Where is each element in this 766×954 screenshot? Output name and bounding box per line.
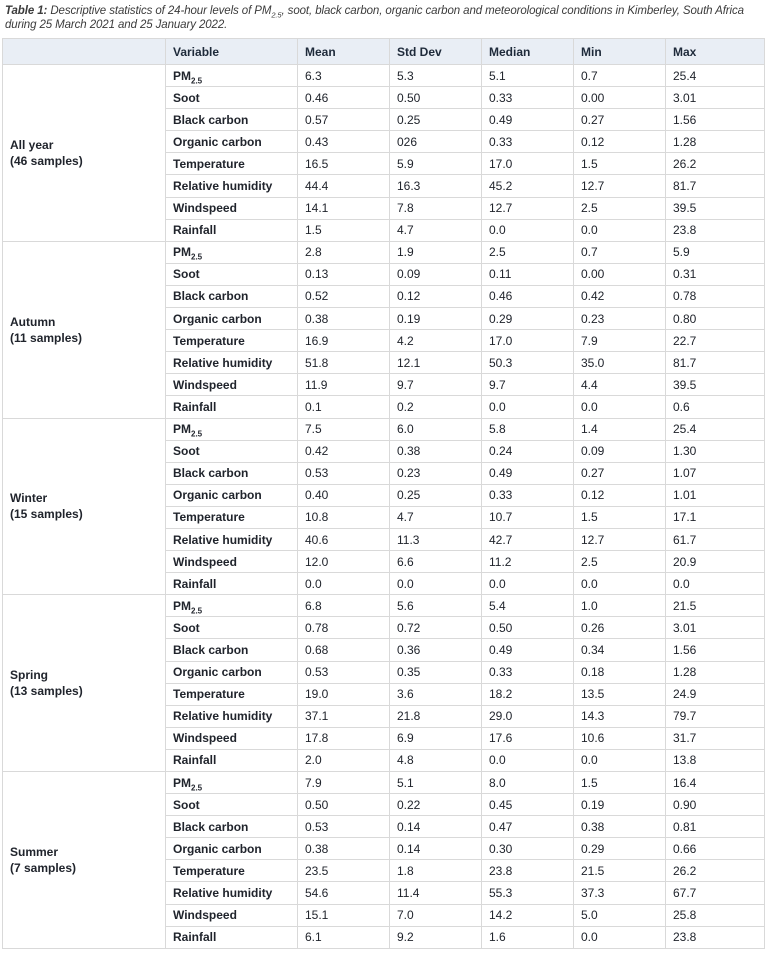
value-cell-min: 0.23 <box>574 308 666 330</box>
value-cell-median: 29.0 <box>482 705 574 727</box>
value-cell-median: 0.30 <box>482 838 574 860</box>
variable-cell-pm2-5: $PM_{2.5}$ <box>166 772 298 794</box>
variable-cell-relative-humidity: Relative humidity <box>166 882 298 904</box>
season-cell-spring <box>3 595 166 772</box>
variable-cell-pm2-5: $PM_{2.5}$ <box>166 241 298 263</box>
value-cell-mean: 23.5 <box>298 860 390 882</box>
season-cell-summer <box>3 772 166 949</box>
table-caption-subscript: 2.5 <box>271 10 282 20</box>
value-cell-mean: 0.43 <box>298 131 390 153</box>
value-cell-min: 10.6 <box>574 727 666 749</box>
value-cell-min: 12.7 <box>574 528 666 550</box>
value-cell-mean: 12.0 <box>298 551 390 573</box>
season-name: Autumn <box>10 314 56 329</box>
value-cell-mean: 51.8 <box>298 352 390 374</box>
value-cell-std-dev: 11.4 <box>390 882 482 904</box>
value-cell-max: 23.8 <box>666 926 765 948</box>
value-cell-mean: 2.8 <box>298 241 390 263</box>
variable-cell-rainfall: Rainfall <box>166 219 298 241</box>
season-name: All year <box>10 137 54 152</box>
header-row <box>3 39 765 65</box>
table-caption-text-continued: , soot, black carbon, organic carbon and meteorological conditions in Kimberley, South Africa during 25 March 2021 and 25 January 2022. <box>5 5 744 31</box>
value-cell-std-dev: 0.14 <box>390 816 482 838</box>
value-cell-std-dev: 0.25 <box>390 484 482 506</box>
table-row-spring-pm2-5 <box>3 595 765 617</box>
value-cell-min: 0.7 <box>574 65 666 87</box>
value-cell-std-dev: 11.3 <box>390 528 482 550</box>
variable-cell-temperature: Temperature <box>166 153 298 175</box>
value-cell-min: 1.4 <box>574 418 666 440</box>
value-cell-mean: 0.53 <box>298 661 390 683</box>
value-cell-max: 0.66 <box>666 838 765 860</box>
value-cell-min: 1.5 <box>574 506 666 528</box>
value-cell-mean: 14.1 <box>298 197 390 219</box>
variable-cell-windspeed: Windspeed <box>166 374 298 396</box>
value-cell-std-dev: 5.1 <box>390 772 482 794</box>
value-cell-max: 1.01 <box>666 484 765 506</box>
variable-cell-pm2-5: $PM_{2.5}$ <box>166 65 298 87</box>
value-cell-mean: 6.1 <box>298 926 390 948</box>
value-cell-mean: 0.52 <box>298 285 390 307</box>
value-cell-mean: 37.1 <box>298 705 390 727</box>
value-cell-median: 50.3 <box>482 352 574 374</box>
value-cell-mean: 15.1 <box>298 904 390 926</box>
season-cell-autumn <box>3 241 166 418</box>
value-cell-mean: 0.40 <box>298 484 390 506</box>
value-cell-max: 1.30 <box>666 440 765 462</box>
value-cell-min: 0.42 <box>574 285 666 307</box>
value-cell-std-dev: 1.8 <box>390 860 482 882</box>
value-cell-mean: 0.78 <box>298 617 390 639</box>
value-cell-median: 45.2 <box>482 175 574 197</box>
variable-cell-relative-humidity: Relative humidity <box>166 705 298 727</box>
value-cell-mean: 6.8 <box>298 595 390 617</box>
variable-cell-windspeed: Windspeed <box>166 727 298 749</box>
value-cell-median: 5.4 <box>482 595 574 617</box>
value-cell-median: 1.6 <box>482 926 574 948</box>
value-cell-min: 4.4 <box>574 374 666 396</box>
value-cell-max: 1.07 <box>666 462 765 484</box>
value-cell-median: 0.33 <box>482 661 574 683</box>
value-cell-min: 0.29 <box>574 838 666 860</box>
column-header-mean: Mean <box>298 39 390 65</box>
value-cell-min: 35.0 <box>574 352 666 374</box>
value-cell-std-dev: 0.12 <box>390 285 482 307</box>
variable-cell-relative-humidity: Relative humidity <box>166 175 298 197</box>
value-cell-mean: 2.0 <box>298 749 390 771</box>
value-cell-min: 0.0 <box>574 573 666 595</box>
value-cell-min: 0.34 <box>574 639 666 661</box>
value-cell-min: 2.5 <box>574 551 666 573</box>
value-cell-mean: 16.9 <box>298 330 390 352</box>
value-cell-std-dev: 5.3 <box>390 65 482 87</box>
variable-subscript: 2.5 <box>191 606 203 616</box>
variable-cell-rainfall: Rainfall <box>166 396 298 418</box>
variable-cell-rainfall: Rainfall <box>166 749 298 771</box>
value-cell-min: 0.27 <box>574 109 666 131</box>
value-cell-min: 13.5 <box>574 683 666 705</box>
variable-cell-pm2-5: $PM_{2.5}$ <box>166 595 298 617</box>
value-cell-median: 17.0 <box>482 153 574 175</box>
value-cell-std-dev: 0.35 <box>390 661 482 683</box>
value-cell-median: 0.29 <box>482 308 574 330</box>
column-header-season <box>3 39 166 65</box>
value-cell-median: 0.33 <box>482 87 574 109</box>
season-cell-winter <box>3 418 166 595</box>
value-cell-mean: 0.42 <box>298 440 390 462</box>
value-cell-max: 81.7 <box>666 352 765 374</box>
value-cell-max: 16.4 <box>666 772 765 794</box>
value-cell-std-dev: 9.7 <box>390 374 482 396</box>
value-cell-mean: 0.53 <box>298 462 390 484</box>
value-cell-max: 25.8 <box>666 904 765 926</box>
value-cell-median: 10.7 <box>482 506 574 528</box>
value-cell-max: 25.4 <box>666 418 765 440</box>
value-cell-std-dev: 0.09 <box>390 263 482 285</box>
variable-cell-soot: Soot <box>166 440 298 462</box>
value-cell-min: 12.7 <box>574 175 666 197</box>
season-sample-count: (46 samples) <box>10 153 83 168</box>
value-cell-mean: 1.5 <box>298 219 390 241</box>
value-cell-min: 0.27 <box>574 462 666 484</box>
value-cell-max: 21.5 <box>666 595 765 617</box>
value-cell-min: 0.00 <box>574 263 666 285</box>
value-cell-mean: 0.46 <box>298 87 390 109</box>
value-cell-max: 79.7 <box>666 705 765 727</box>
value-cell-min: 21.5 <box>574 860 666 882</box>
table-caption-text: Descriptive statistics of 24-hour levels of PM <box>47 5 272 17</box>
season-name: Summer <box>10 844 59 859</box>
value-cell-max: 0.0 <box>666 573 765 595</box>
variable-subscript: 2.5 <box>191 782 203 792</box>
value-cell-median: 11.2 <box>482 551 574 573</box>
variable-cell-relative-humidity: Relative humidity <box>166 528 298 550</box>
table-caption-label: Table 1: <box>5 5 48 17</box>
value-cell-mean: 40.6 <box>298 528 390 550</box>
variable-cell-soot: Soot <box>166 87 298 109</box>
value-cell-median: 0.33 <box>482 131 574 153</box>
value-cell-max: 1.28 <box>666 131 765 153</box>
value-cell-max: 0.81 <box>666 816 765 838</box>
value-cell-max: 24.9 <box>666 683 765 705</box>
value-cell-median: 0.50 <box>482 617 574 639</box>
variable-cell-organic-carbon: Organic carbon <box>166 661 298 683</box>
value-cell-max: 5.9 <box>666 241 765 263</box>
value-cell-min: 0.09 <box>574 440 666 462</box>
value-cell-median: 0.47 <box>482 816 574 838</box>
value-cell-min: 0.18 <box>574 661 666 683</box>
variable-cell-black-carbon: Black carbon <box>166 285 298 307</box>
value-cell-median: 0.0 <box>482 396 574 418</box>
value-cell-std-dev: 0.2 <box>390 396 482 418</box>
value-cell-std-dev: 5.9 <box>390 153 482 175</box>
value-cell-std-dev: 0.36 <box>390 639 482 661</box>
value-cell-max: 0.90 <box>666 794 765 816</box>
value-cell-max: 17.1 <box>666 506 765 528</box>
value-cell-median: 0.49 <box>482 462 574 484</box>
value-cell-min: 1.0 <box>574 595 666 617</box>
variable-cell-windspeed: Windspeed <box>166 904 298 926</box>
variable-cell-windspeed: Windspeed <box>166 197 298 219</box>
value-cell-max: 0.78 <box>666 285 765 307</box>
variable-cell-temperature: Temperature <box>166 506 298 528</box>
value-cell-mean: 7.9 <box>298 772 390 794</box>
value-cell-std-dev: 0.38 <box>390 440 482 462</box>
value-cell-min: 1.5 <box>574 153 666 175</box>
variable-subscript: 2.5 <box>191 429 203 439</box>
value-cell-max: 61.7 <box>666 528 765 550</box>
value-cell-mean: 0.68 <box>298 639 390 661</box>
value-cell-max: 25.4 <box>666 65 765 87</box>
variable-cell-relative-humidity: Relative humidity <box>166 352 298 374</box>
value-cell-mean: 11.9 <box>298 374 390 396</box>
value-cell-median: 0.45 <box>482 794 574 816</box>
value-cell-min: 1.5 <box>574 772 666 794</box>
season-sample-count: (7 samples) <box>10 860 77 875</box>
variable-cell-organic-carbon: Organic carbon <box>166 838 298 860</box>
value-cell-median: 42.7 <box>482 528 574 550</box>
descriptive-statistics-table <box>2 38 765 949</box>
variable-cell-temperature: Temperature <box>166 330 298 352</box>
variable-cell-temperature: Temperature <box>166 683 298 705</box>
value-cell-median: 0.33 <box>482 484 574 506</box>
value-cell-std-dev: 0.22 <box>390 794 482 816</box>
value-cell-median: 0.11 <box>482 263 574 285</box>
value-cell-mean: 6.3 <box>298 65 390 87</box>
value-cell-max: 81.7 <box>666 175 765 197</box>
column-header-median: Median <box>482 39 574 65</box>
value-cell-min: 0.00 <box>574 87 666 109</box>
column-header-min: Min <box>574 39 666 65</box>
value-cell-std-dev: 0.0 <box>390 573 482 595</box>
value-cell-median: 17.0 <box>482 330 574 352</box>
value-cell-min: 0.12 <box>574 484 666 506</box>
value-cell-min: 2.5 <box>574 197 666 219</box>
variable-cell-organic-carbon: Organic carbon <box>166 484 298 506</box>
value-cell-median: 0.0 <box>482 749 574 771</box>
value-cell-mean: 44.4 <box>298 175 390 197</box>
value-cell-std-dev: 16.3 <box>390 175 482 197</box>
value-cell-std-dev: 12.1 <box>390 352 482 374</box>
value-cell-max: 39.5 <box>666 197 765 219</box>
season-cell-all-year <box>3 65 166 242</box>
value-cell-std-dev: 4.8 <box>390 749 482 771</box>
table-row-summer-pm2-5 <box>3 772 765 794</box>
value-cell-median: 0.0 <box>482 219 574 241</box>
variable-cell-black-carbon: Black carbon <box>166 462 298 484</box>
value-cell-min: 7.9 <box>574 330 666 352</box>
value-cell-median: 0.49 <box>482 639 574 661</box>
table-body <box>3 65 765 949</box>
value-cell-mean: 0.53 <box>298 816 390 838</box>
value-cell-std-dev: 026 <box>390 131 482 153</box>
value-cell-mean: 7.5 <box>298 418 390 440</box>
value-cell-median: 12.7 <box>482 197 574 219</box>
value-cell-max: 20.9 <box>666 551 765 573</box>
value-cell-std-dev: 4.2 <box>390 330 482 352</box>
value-cell-min: 0.12 <box>574 131 666 153</box>
variable-cell-black-carbon: Black carbon <box>166 639 298 661</box>
value-cell-std-dev: 9.2 <box>390 926 482 948</box>
value-cell-mean: 0.0 <box>298 573 390 595</box>
value-cell-std-dev: 3.6 <box>390 683 482 705</box>
value-cell-mean: 0.13 <box>298 263 390 285</box>
value-cell-median: 0.24 <box>482 440 574 462</box>
variable-cell-black-carbon: Black carbon <box>166 816 298 838</box>
variable-cell-organic-carbon: Organic carbon <box>166 131 298 153</box>
value-cell-min: 5.0 <box>574 904 666 926</box>
value-cell-median: 18.2 <box>482 683 574 705</box>
table-row-autumn-pm2-5 <box>3 241 765 263</box>
value-cell-std-dev: 0.25 <box>390 109 482 131</box>
value-cell-mean: 0.38 <box>298 838 390 860</box>
value-cell-max: 23.8 <box>666 219 765 241</box>
value-cell-std-dev: 5.6 <box>390 595 482 617</box>
value-cell-max: 0.6 <box>666 396 765 418</box>
value-cell-mean: 0.38 <box>298 308 390 330</box>
value-cell-std-dev: 0.19 <box>390 308 482 330</box>
value-cell-std-dev: 6.9 <box>390 727 482 749</box>
value-cell-max: 13.8 <box>666 749 765 771</box>
value-cell-min: 0.7 <box>574 241 666 263</box>
value-cell-min: 0.19 <box>574 794 666 816</box>
value-cell-mean: 54.6 <box>298 882 390 904</box>
variable-cell-soot: Soot <box>166 263 298 285</box>
value-cell-median: 23.8 <box>482 860 574 882</box>
value-cell-median: 2.5 <box>482 241 574 263</box>
variable-cell-black-carbon: Black carbon <box>166 109 298 131</box>
variable-cell-temperature: Temperature <box>166 860 298 882</box>
table-row-all-year-pm2-5 <box>3 65 765 87</box>
value-cell-std-dev: 7.0 <box>390 904 482 926</box>
season-name: Winter <box>10 491 48 506</box>
value-cell-min: 0.0 <box>574 396 666 418</box>
value-cell-max: 39.5 <box>666 374 765 396</box>
value-cell-max: 1.56 <box>666 109 765 131</box>
value-cell-std-dev: 0.23 <box>390 462 482 484</box>
variable-cell-pm2-5: $PM_{2.5}$ <box>166 418 298 440</box>
season-sample-count: (15 samples) <box>10 507 83 522</box>
value-cell-std-dev: 7.8 <box>390 197 482 219</box>
value-cell-std-dev: 0.14 <box>390 838 482 860</box>
value-cell-mean: 10.8 <box>298 506 390 528</box>
variable-subscript: 2.5 <box>191 252 203 262</box>
value-cell-max: 67.7 <box>666 882 765 904</box>
value-cell-min: 0.0 <box>574 219 666 241</box>
value-cell-max: 26.2 <box>666 860 765 882</box>
value-cell-median: 55.3 <box>482 882 574 904</box>
variable-cell-windspeed: Windspeed <box>166 551 298 573</box>
value-cell-max: 0.80 <box>666 308 765 330</box>
value-cell-min: 0.26 <box>574 617 666 639</box>
value-cell-std-dev: 6.6 <box>390 551 482 573</box>
value-cell-median: 0.49 <box>482 109 574 131</box>
value-cell-max: 0.31 <box>666 263 765 285</box>
value-cell-max: 3.01 <box>666 87 765 109</box>
table-header <box>3 39 765 65</box>
column-header-variable: Variable <box>166 39 298 65</box>
value-cell-median: 17.6 <box>482 727 574 749</box>
table-caption <box>2 4 764 32</box>
value-cell-min: 37.3 <box>574 882 666 904</box>
table-row-winter-pm2-5 <box>3 418 765 440</box>
variable-cell-soot: Soot <box>166 794 298 816</box>
value-cell-std-dev: 1.9 <box>390 241 482 263</box>
value-cell-max: 3.01 <box>666 617 765 639</box>
season-name: Spring <box>10 668 48 683</box>
variable-cell-organic-carbon: Organic carbon <box>166 308 298 330</box>
value-cell-mean: 0.50 <box>298 794 390 816</box>
value-cell-min: 14.3 <box>574 705 666 727</box>
value-cell-mean: 0.1 <box>298 396 390 418</box>
value-cell-std-dev: 4.7 <box>390 219 482 241</box>
value-cell-max: 31.7 <box>666 727 765 749</box>
value-cell-std-dev: 6.0 <box>390 418 482 440</box>
column-header-std-dev: Std Dev <box>390 39 482 65</box>
variable-subscript: 2.5 <box>191 75 203 85</box>
variable-cell-rainfall: Rainfall <box>166 926 298 948</box>
season-sample-count: (11 samples) <box>10 330 83 345</box>
value-cell-std-dev: 0.72 <box>390 617 482 639</box>
column-header-max: Max <box>666 39 765 65</box>
value-cell-std-dev: 21.8 <box>390 705 482 727</box>
value-cell-median: 8.0 <box>482 772 574 794</box>
value-cell-mean: 17.8 <box>298 727 390 749</box>
season-sample-count: (13 samples) <box>10 684 83 699</box>
value-cell-std-dev: 0.50 <box>390 87 482 109</box>
value-cell-max: 1.28 <box>666 661 765 683</box>
value-cell-median: 0.46 <box>482 285 574 307</box>
value-cell-mean: 0.57 <box>298 109 390 131</box>
value-cell-median: 14.2 <box>482 904 574 926</box>
value-cell-median: 5.1 <box>482 65 574 87</box>
value-cell-median: 9.7 <box>482 374 574 396</box>
variable-cell-rainfall: Rainfall <box>166 573 298 595</box>
value-cell-std-dev: 4.7 <box>390 506 482 528</box>
value-cell-median: 0.0 <box>482 573 574 595</box>
value-cell-median: 5.8 <box>482 418 574 440</box>
value-cell-min: 0.38 <box>574 816 666 838</box>
value-cell-max: 1.56 <box>666 639 765 661</box>
value-cell-min: 0.0 <box>574 749 666 771</box>
variable-cell-soot: Soot <box>166 617 298 639</box>
value-cell-min: 0.0 <box>574 926 666 948</box>
value-cell-max: 22.7 <box>666 330 765 352</box>
value-cell-mean: 16.5 <box>298 153 390 175</box>
value-cell-mean: 19.0 <box>298 683 390 705</box>
value-cell-max: 26.2 <box>666 153 765 175</box>
